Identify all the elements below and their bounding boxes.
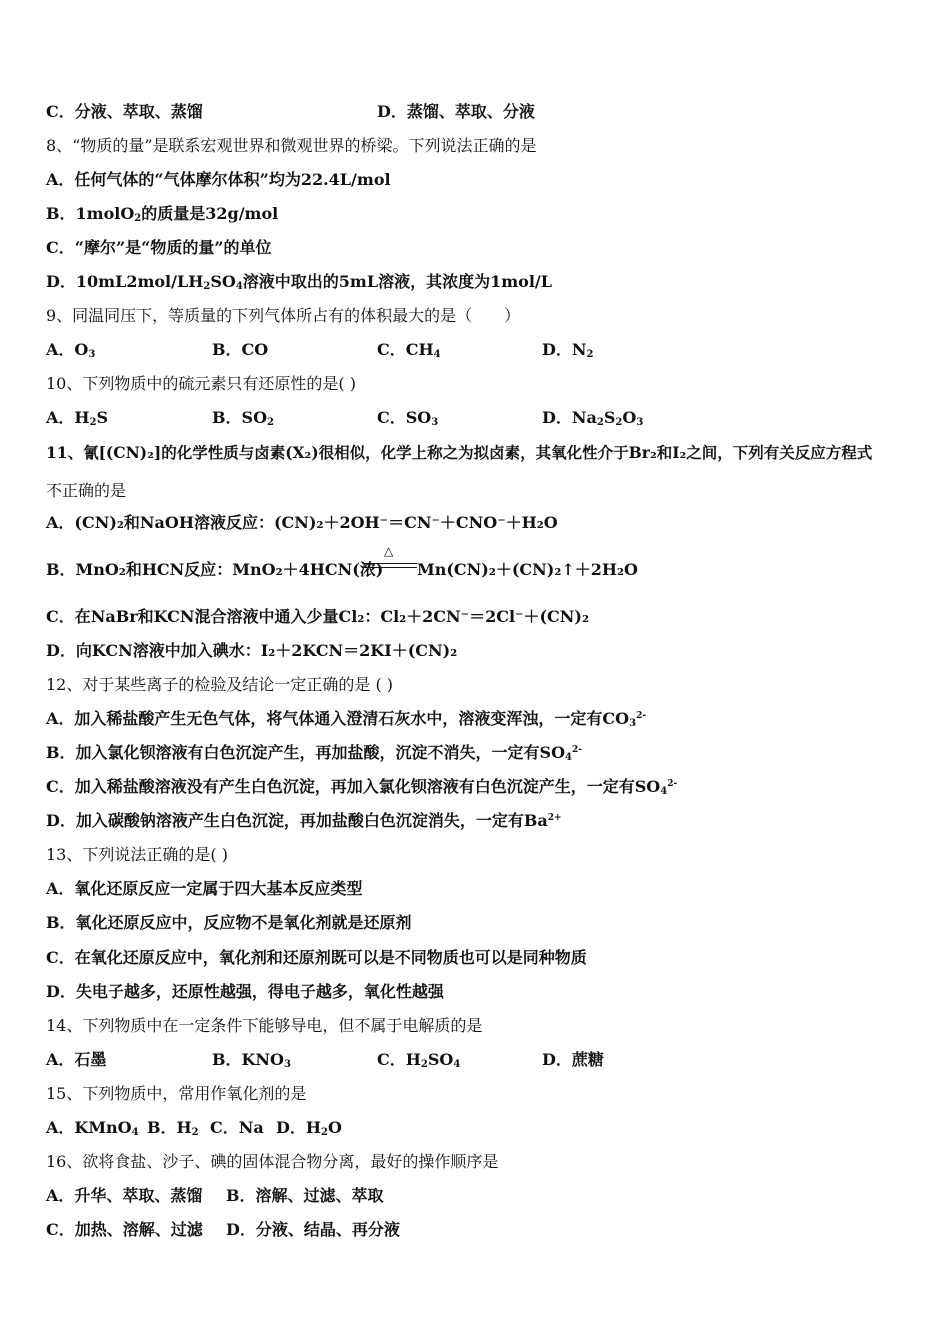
- q7-option-c: C．分液、萃取、蒸馏: [46, 102, 203, 121]
- q15-option-b: B．$H_2$: [147, 1118, 199, 1138]
- q7-option-d: D．蒸馏、萃取、分液: [377, 102, 535, 121]
- q13-option-d: D．失电子越多，还原性越强，得电子越多，氧化性越强: [46, 982, 444, 1001]
- q8-option-a: A．任何气体的“气体摩尔体积”均为22.4L/mol: [46, 170, 391, 189]
- q8-option-b: B．1molO$_2$的质量是32g/mol: [46, 204, 279, 224]
- q11-option-d: D．向KCN溶液中加入碘水：I₂＋2KCN＝2KI＋(CN)₂: [46, 641, 458, 660]
- equation-double-line-bottom: [363, 567, 417, 568]
- q16-stem: 16、欲将食盐、沙子、碘的固体混合物分离，最好的操作顺序是: [46, 1152, 499, 1171]
- q14-option-b: B．$KNO_3$: [212, 1050, 291, 1070]
- q10-option-a: A．$H_2S$: [46, 408, 109, 428]
- q14-stem: 14、下列物质中在一定条件下能够导电，但不属于电解质的是: [46, 1016, 483, 1035]
- q14-option-a: A．石墨: [46, 1050, 107, 1069]
- q15-stem: 15、下列物质中，常用作氧化剂的是: [46, 1084, 307, 1103]
- q11-option-a: A．(CN)₂和NaOH溶液反应：(CN)₂＋2OH⁻＝CN⁻＋CNO⁻＋H₂O: [46, 513, 558, 532]
- equation-double-line-top: [363, 563, 417, 564]
- q10-option-d: D．$Na_2S_2O_3$: [542, 408, 644, 428]
- q14-option-c: C．$H_2SO_4$: [377, 1050, 461, 1070]
- q13-option-b: B．氧化还原反应中，反应物不是氧化剂就是还原剂: [46, 913, 412, 932]
- q9-option-a: A．$O_3$: [46, 340, 96, 360]
- q10-option-b: B．$SO_2$: [212, 408, 274, 428]
- heat-condition-symbol: △: [384, 544, 394, 558]
- q15-option-a: A．KMnO$_4$: [46, 1118, 139, 1138]
- q9-stem: 9、同温同压下，等质量的下列气体所占有的体积最大的是（ ）: [46, 306, 521, 325]
- q12-option-c: C．加入稀盐酸溶液没有产生白色沉淀，再加入氯化钡溶液有白色沉淀产生，一定有$SO_4^{2-}$: [46, 777, 678, 797]
- q8-option-c: C．“摩尔”是“物质的量”的单位: [46, 238, 272, 257]
- q10-option-c: C．$SO_3$: [377, 408, 439, 428]
- q8-stem: 8、“物质的量”是联系宏观世界和微观世界的桥梁。下列说法正确的是: [46, 136, 537, 155]
- q9-option-c: C．$CH_4$: [377, 340, 441, 360]
- q14-option-d: D．蔗糖: [542, 1050, 604, 1069]
- q12-option-d: D．加入碳酸钠溶液产生白色沉淀，再加盐酸白色沉淀消失，一定有$Ba^{2+}$: [46, 811, 562, 830]
- q9-option-d: D．$N_2$: [542, 340, 594, 360]
- q11-stem-line1: 11、氰[(CN)₂]的化学性质与卤素(X₂)很相似，化学上称之为拟卤素，其氧化性介于Br₂和I₂之间，下列有关反应方程式: [46, 443, 873, 462]
- q13-option-a: A．氧化还原反应一定属于四大基本反应类型: [46, 879, 363, 898]
- q10-stem: 10、下列物质中的硫元素只有还原性的是( ): [46, 374, 356, 393]
- q9-option-b: B．CO: [212, 340, 269, 359]
- q11-stem-line2: 不正确的是: [46, 481, 127, 500]
- q13-stem: 13、下列说法正确的是( ): [46, 845, 228, 864]
- q11-option-b-right: Mn(CN)₂＋(CN)₂↑＋2H₂O: [417, 560, 638, 579]
- q16-option-c: C．加热、溶解、过滤: [46, 1220, 203, 1239]
- q12-option-a: A．加入稀盐酸产生无色气体，将气体通入澄清石灰水中，溶液变浑浊，一定有$CO_3^{2-}$: [46, 709, 647, 729]
- q8-option-d: D．$10mL2mol/LH_2SO_4$溶液中取出的5mL溶液，其浓度为1mol/L: [46, 272, 553, 292]
- q11-option-c: C．在NaBr和KCN混合溶液中通入少量Cl₂：Cl₂＋2CN⁻＝2Cl⁻＋(CN)₂: [46, 607, 589, 626]
- q16-option-d: D．分液、结晶、再分液: [226, 1220, 400, 1239]
- q15-option-c: C．Na: [210, 1118, 264, 1137]
- q16-option-b: B．溶解、过滤、萃取: [226, 1186, 384, 1205]
- q12-option-b: B．加入氯化钡溶液有白色沉淀产生，再加盐酸，沉淀不消失，一定有$SO_4^{2-}$: [46, 743, 582, 763]
- q12-stem: 12、对于某些离子的检验及结论一定正确的是 ( ): [46, 675, 394, 694]
- q15-option-d: D．$H_2O$: [276, 1118, 342, 1138]
- q11-option-b-left: B．MnO₂和HCN反应：MnO₂＋4HCN(浓): [46, 560, 384, 579]
- q13-option-c: C．在氧化还原反应中，氧化剂和还原剂既可以是不同物质也可以是同种物质: [46, 948, 587, 967]
- q16-option-a: A．升华、萃取、蒸馏: [46, 1186, 203, 1205]
